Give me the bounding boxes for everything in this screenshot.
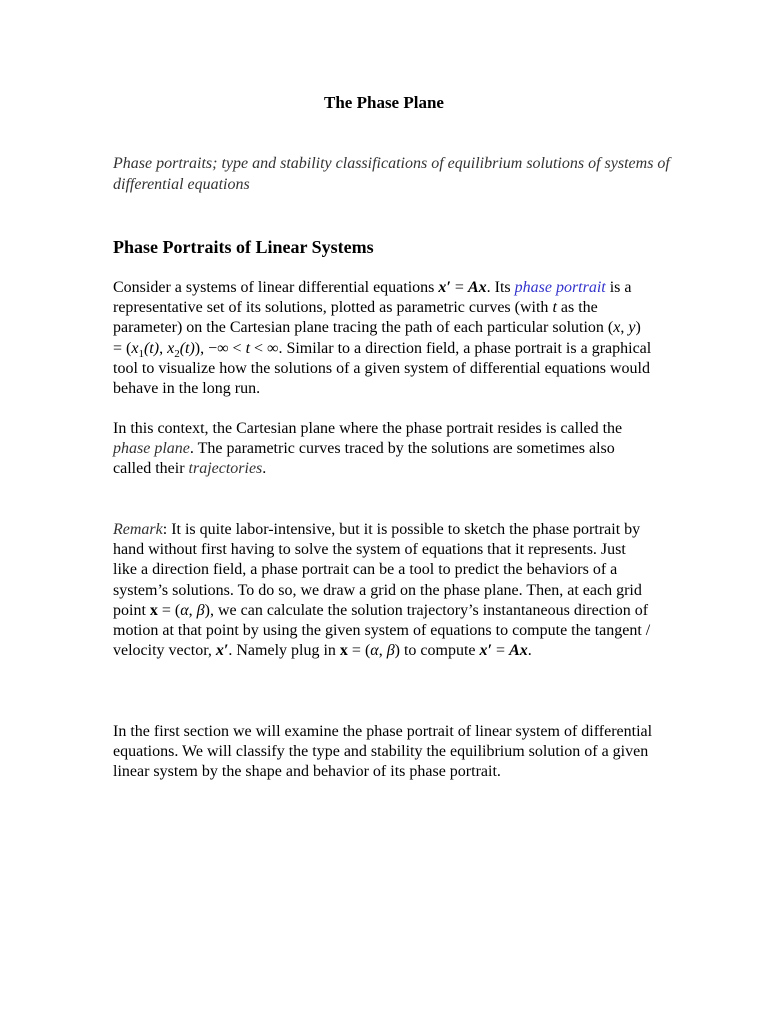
- math-var: (t): [143, 339, 160, 357]
- text-run: . Namely plug in: [228, 642, 340, 660]
- text-run: = (: [157, 601, 181, 619]
- text-run: < ∞. Similar to a direction field, a phase portrait is a graphical tool to visualize how the solutions of a given system of differential equations would behave in the long run.: [113, 339, 652, 398]
- math-var: t: [552, 299, 557, 317]
- math-var: x′: [215, 642, 229, 660]
- text-run: =: [492, 642, 510, 660]
- math-var: t: [245, 339, 251, 357]
- math-var: β: [196, 601, 205, 619]
- subscript: 1: [138, 347, 144, 360]
- phase-portrait-link[interactable]: phase portrait: [514, 279, 606, 296]
- math-var: x: [149, 601, 158, 619]
- math-var: x: [131, 339, 139, 357]
- paragraph-remark: [113, 520, 653, 661]
- text-run: =: [450, 279, 468, 296]
- math-var: (t): [179, 339, 195, 357]
- term-trajectories: trajectories: [188, 460, 263, 478]
- term-phase-plane: phase plane: [113, 440, 190, 458]
- section-heading: Phase Portraits of Linear Systems: [113, 237, 374, 257]
- text-run: ), −∞ <: [194, 339, 246, 357]
- text-run: ) = (: [113, 319, 641, 357]
- text-run: ,: [188, 601, 197, 619]
- math-var: Ax: [509, 642, 528, 660]
- remark-label: Remark: [113, 521, 163, 538]
- paragraph-intro: [113, 278, 653, 399]
- math-var: α: [370, 642, 379, 660]
- math-var: x: [167, 339, 175, 357]
- text-run: .: [262, 460, 267, 478]
- math-var: y: [628, 319, 636, 337]
- paragraph-phase-plane: [113, 419, 653, 480]
- text-run: : It is quite labor-intensive, but it is possible to sketch the phase portrait by hand without first having to solve the system of equations that it represents. Just like a direction field, a phase portrait can be a tool to predict the behaviors of a system’s solutions. To do so, we draw a grid on the phase plane. Then, at each grid point: [113, 521, 642, 619]
- text-run: . The parametric curves traced by the solutions are sometimes also called their: [113, 440, 615, 478]
- page-title: The Phase Plane: [324, 93, 444, 112]
- text-run: . Its: [486, 279, 515, 296]
- text-run: ,: [378, 642, 387, 660]
- math-var: x: [613, 319, 621, 337]
- text-run: ), we can calculate the solution trajectory’s instantaneous direction of motion at that point by using the given system of equations to compute the tangent / velocity vector,: [113, 601, 651, 660]
- text-run: is a representative set of its solutions, plotted as parametric curves (with: [113, 279, 632, 317]
- math-var: x: [339, 642, 348, 660]
- text-run: as the parameter) on the Cartesian plane tracing the path of each particular solution (: [113, 299, 614, 337]
- text-run: .: [527, 642, 532, 660]
- subscript: 2: [174, 347, 180, 360]
- text-run: ) to compute: [394, 642, 480, 660]
- text-run: Consider a systems of linear differential equations: [113, 279, 439, 296]
- page-subtitle: Phase portraits; type and stability classifications of equilibrium solutions of systems of differential equations: [113, 155, 670, 193]
- text-run: ,: [620, 319, 629, 337]
- equation-x-prime: x′: [438, 279, 451, 296]
- text-run: In this context, the Cartesian plane where the phase portrait resides is called the: [113, 420, 623, 437]
- text-run: ,: [159, 339, 168, 357]
- math-var: α: [180, 601, 189, 619]
- math-var: x′: [479, 642, 493, 660]
- equation-ax: Ax: [467, 279, 487, 296]
- paragraph-first-section: In the first section we will examine the phase portrait of linear system of differential equations. We will classify the type and stability the equilibrium solution of a given linear system by the shape and behavior of its phase portrait.: [113, 723, 653, 781]
- text-run: = (: [347, 642, 371, 660]
- math-var: β: [386, 642, 395, 660]
